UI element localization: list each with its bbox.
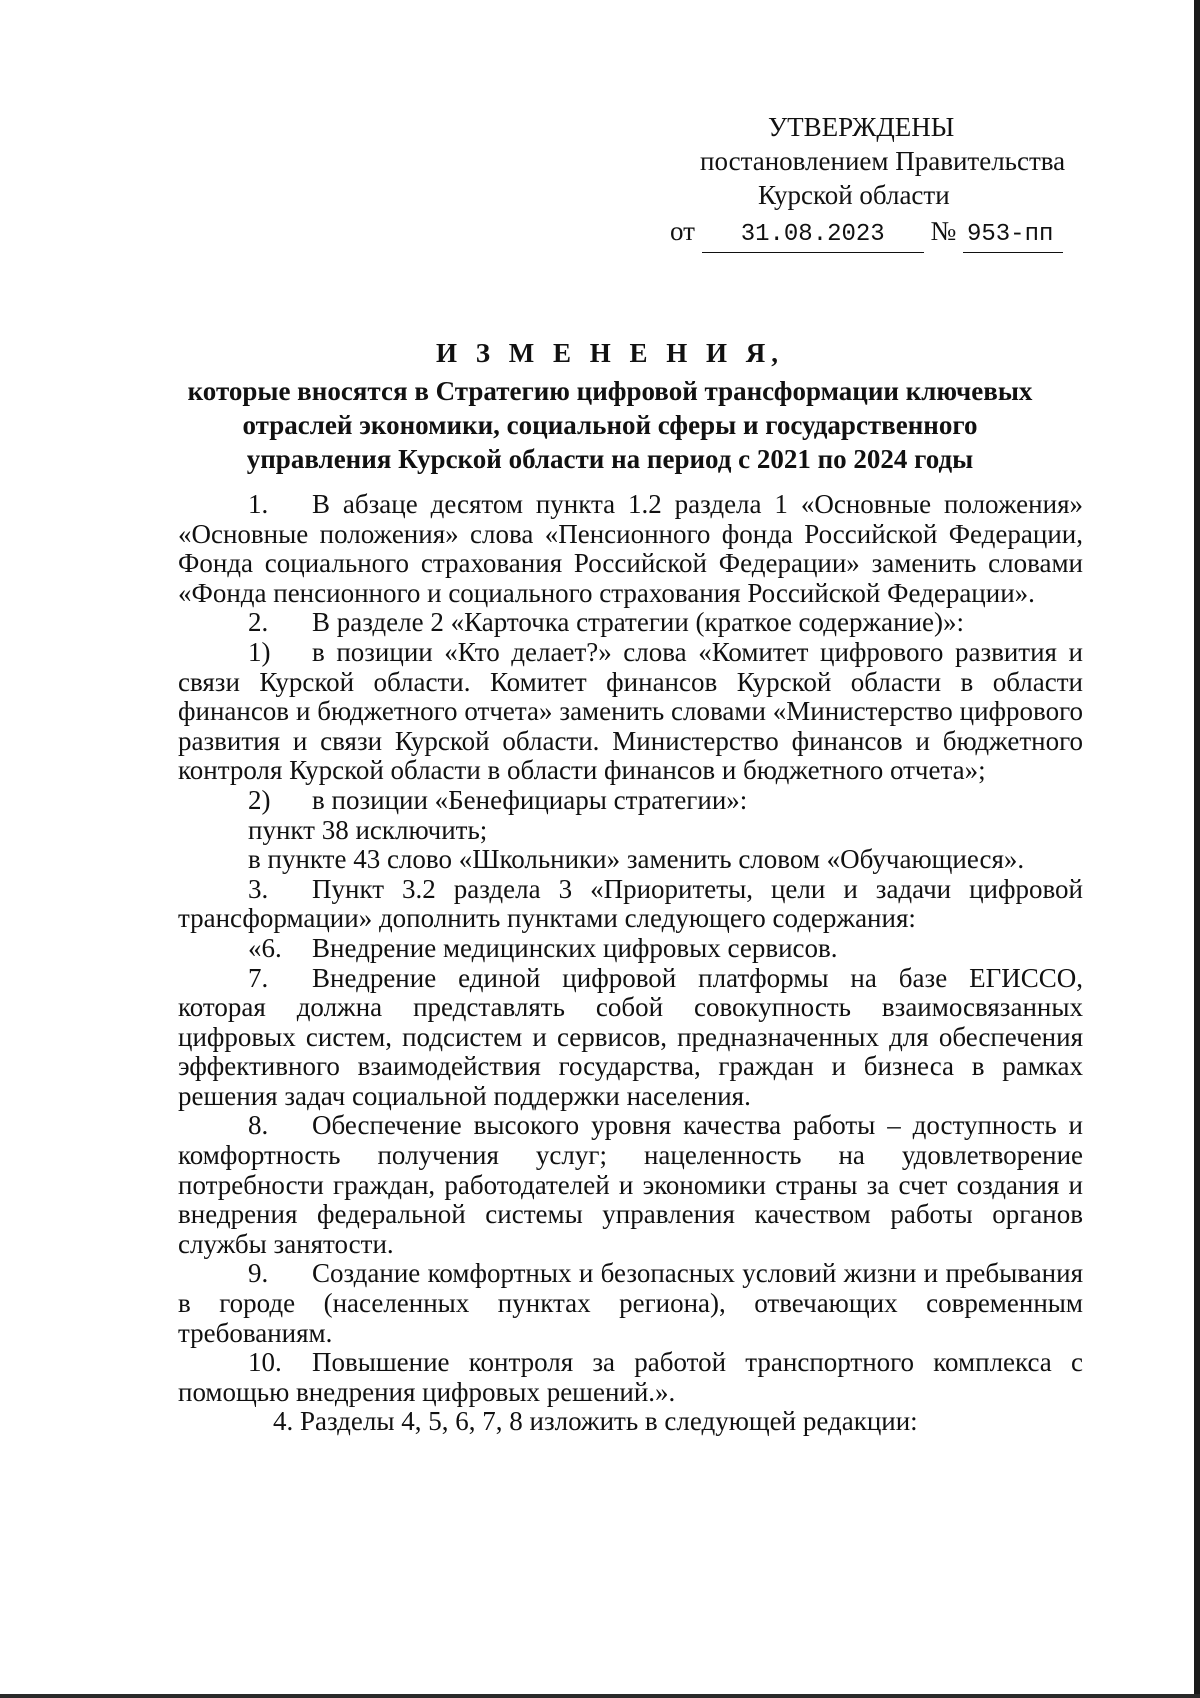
paragraph-text: пункт 38 исключить; bbox=[248, 814, 488, 845]
paragraph-text: Создание комфортных и безопасных условий жизни и пребывания в городе (населенных пунктах региона), отвечающих современным требованиям. bbox=[178, 1258, 1083, 1348]
paragraph-number: «6. bbox=[248, 932, 282, 963]
title-main: И З М Е Н Е Н И Я, bbox=[435, 338, 784, 368]
paragraph-number: 2. bbox=[248, 607, 269, 638]
paragraph-text: в позиции «Бенефициары стратегии»: bbox=[312, 784, 748, 815]
title-line-3: управления Курской области на период с 2021 по 2024 годы bbox=[246, 444, 974, 474]
paragraph-2 bbox=[178, 608, 1083, 638]
paragraph-number: 7. bbox=[248, 962, 269, 993]
paragraph-2-2-a bbox=[178, 816, 1083, 846]
paragraph-text: Повышение контроля за работой транспортного комплекса с помощью внедрения цифровых решений.». bbox=[178, 1347, 1083, 1407]
paragraph-text: в пункте 43 слово «Школьники» заменить словом «Обучающиеся». bbox=[248, 844, 1025, 875]
paragraph-3 bbox=[178, 875, 1083, 934]
date-prefix: от bbox=[670, 216, 695, 246]
paragraph-3-7 bbox=[178, 964, 1083, 1112]
paragraph-4 bbox=[178, 1407, 1083, 1437]
paragraph-number: 9. bbox=[248, 1258, 269, 1289]
approval-date: 31.08.2023 bbox=[702, 218, 924, 253]
approval-number: 953-пп bbox=[963, 218, 1063, 253]
paragraph-text: Внедрение медицинских цифровых сервисов. bbox=[312, 932, 838, 963]
paragraph-3-8 bbox=[178, 1111, 1083, 1259]
paragraph-text: 4. Разделы 4, 5, 6, 7, 8 изложить в следующей редакции: bbox=[273, 1406, 918, 1437]
number-prefix: № bbox=[930, 216, 957, 246]
approval-line-resolution: постановлением Правительства bbox=[700, 146, 1066, 176]
approval-date-line bbox=[670, 214, 1080, 253]
paragraph-number: 1) bbox=[248, 636, 271, 667]
paragraph-text: Пункт 3.2 раздела 3 «Приоритеты, цели и задачи цифровой трансформации» дополнить пунктами следующего содержания: bbox=[178, 873, 1083, 934]
approval-block bbox=[640, 110, 1080, 253]
paragraph-text: Обеспечение высокого уровня качества работы – доступность и комфортность получения услуг; нацеленность на удовлетворение потребности граждан, работодателей и экономики страны за счет создания и внедрения федеральной системы управления качеством работы органов службы занятости. bbox=[178, 1110, 1083, 1259]
paragraph-number: 8. bbox=[248, 1110, 269, 1141]
scan-edge-right bbox=[1194, 0, 1200, 1698]
paragraph-3-10 bbox=[178, 1348, 1083, 1407]
paragraph-2-2-b bbox=[178, 845, 1083, 875]
document-body bbox=[178, 490, 1083, 1437]
paragraph-number: 1. bbox=[248, 489, 269, 519]
scan-edge-bottom bbox=[0, 1694, 1200, 1698]
document-title bbox=[120, 336, 1100, 476]
paragraph-1 bbox=[178, 490, 1083, 608]
paragraph-3-6 bbox=[178, 934, 1083, 964]
title-line-1: которые вносятся в Стратегию цифровой трансформации ключевых bbox=[187, 376, 1033, 406]
paragraph-number: 10. bbox=[248, 1347, 282, 1378]
paragraph-3-9 bbox=[178, 1259, 1083, 1348]
paragraph-number: 2) bbox=[248, 784, 271, 815]
title-line-2: отраслей экономики, социальной сферы и государственного bbox=[242, 410, 978, 440]
paragraph-text: В разделе 2 «Карточка стратегии (краткое содержание)»: bbox=[312, 607, 964, 638]
paragraph-2-2 bbox=[178, 786, 1083, 816]
paragraph-number: 3. bbox=[248, 873, 269, 904]
paragraph-text: в позиции «Кто делает?» слова «Комитет цифрового развития и связи Курской области. Комитет финансов Курской области в области финансов и бюджетного отчета» заменить словами «Министерство цифрового развития и связи Курской области. Министерство финансов и бюджетного контроля Курской области в области финансов и бюджетного отчета»; bbox=[178, 636, 1083, 786]
paragraph-2-1 bbox=[178, 638, 1083, 786]
paragraph-text: Внедрение единой цифровой платформы на базе ЕГИССО, которая должна представлять собой совокупность взаимосвязанных цифровых систем, подсистем и сервисов, предназначенных для обеспечения эффективного взаимодействия государства, граждан и бизнеса в рамках решения задач социальной поддержки населения. bbox=[178, 962, 1083, 1111]
paragraph-text: В абзаце десятом пункта 1.2 раздела 1 «Основные положения» «Основные положения» слова «Пенсионного фонда Российской Федерации, Фонда социального страхования Российской Федерации» заменить словами «Фонда пенсионного и социального страхования Российской Федерации». bbox=[178, 489, 1083, 608]
approval-line-region: Курской области bbox=[758, 180, 950, 210]
approval-heading: УТВЕРЖДЕНЫ bbox=[768, 112, 955, 142]
